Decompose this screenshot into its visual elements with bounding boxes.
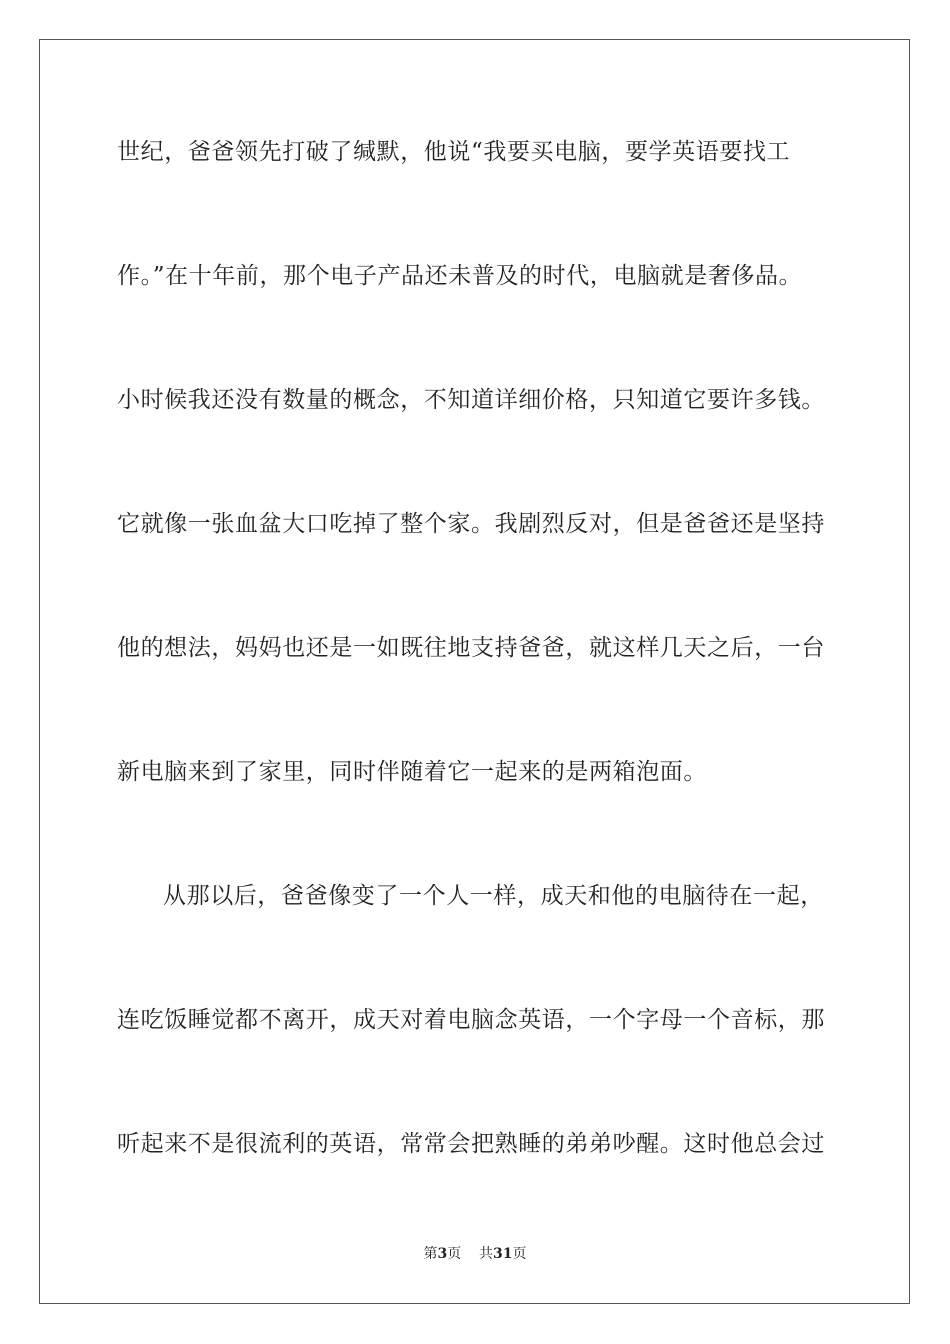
- page-footer: [0, 1244, 950, 1264]
- text-line: 作。”在十年前，那个电子产品还未普及的时代，电脑就是奢侈品。: [117, 263, 803, 289]
- text-line: 连吃饭睡觉都不离开，成天对着电脑念英语，一个字母一个音标，那: [117, 1007, 825, 1033]
- text-line: 它就像一张血盆大口吃掉了整个家。我剧烈反对，但是爸爸还是坚持: [117, 511, 825, 537]
- total-suffix: 页: [512, 1246, 527, 1262]
- text-line: 小时候我还没有数量的概念，不知道详细价格，只知道它要许多钱。: [117, 387, 825, 413]
- text-line: 世纪，爸爸领先打破了缄默，他说“我要买电脑，要学英语要找工: [117, 139, 791, 165]
- text-line: 他的想法，妈妈也还是一如既往地支持爸爸，就这样几天之后，一台: [117, 635, 825, 661]
- text-line-indented: 从那以后，爸爸像变了一个人一样，成天和他的电脑待在一起，: [163, 883, 824, 909]
- text-line: 听起来不是很流利的英语，常常会把熟睡的弟弟吵醒。这时他总会过: [117, 1131, 825, 1157]
- page-prefix: 第: [423, 1246, 438, 1262]
- page-border: [39, 39, 910, 1304]
- page-suffix: 页: [447, 1246, 462, 1262]
- text-line: 新电脑来到了家里，同时伴随着它一起来的是两箱泡面。: [117, 759, 707, 785]
- total-prefix: 共: [479, 1246, 494, 1262]
- page-current: 3: [437, 1246, 448, 1262]
- page-total: 31: [493, 1246, 513, 1262]
